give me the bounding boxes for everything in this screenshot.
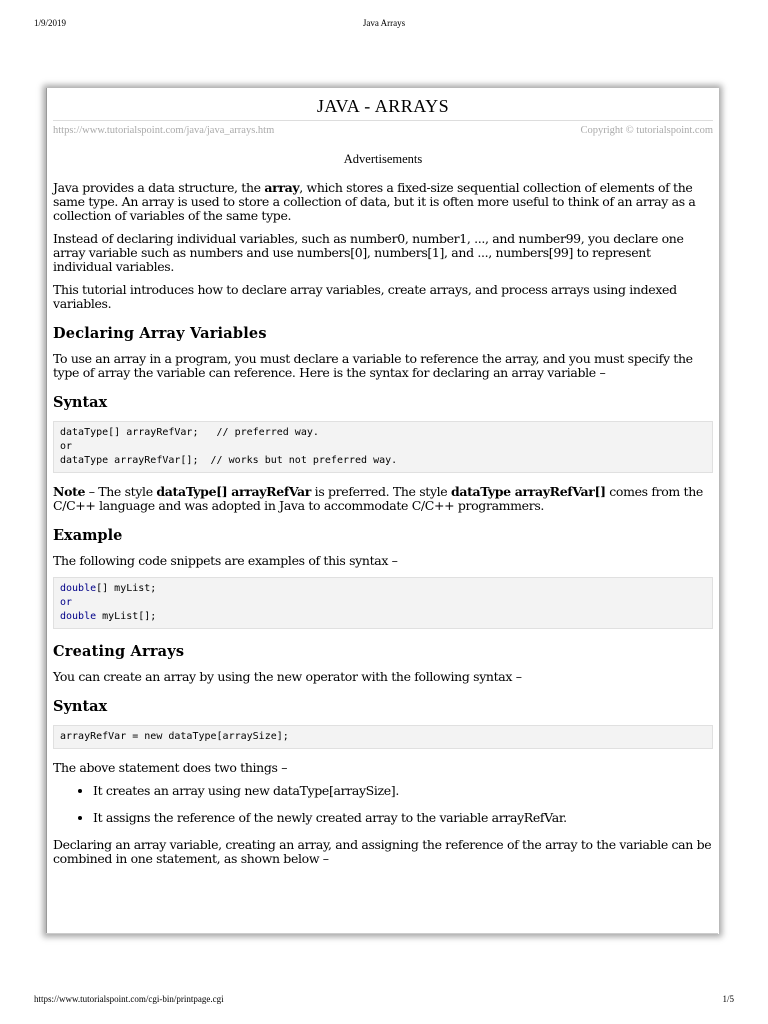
code-block-example: double[] myList; or double myList[]; [53, 577, 713, 629]
article-content [53, 92, 713, 875]
print-date: 1/9/2019 [34, 18, 67, 28]
intro-paragraph-2: Instead of declaring individual variables, such as number0, number1, ..., and number99, you declare one array variable such as numbers and use numbers[0], numbers[1], and ..., numbers[99] to represent individual variables. [53, 231, 684, 274]
intro-paragraph-3: This tutorial introduces how to declare array variables, create arrays, and process arrays using indexed variables. [53, 282, 677, 311]
url-row [53, 120, 713, 141]
advertisements-label: Advertisements [343, 152, 423, 166]
code-block-declare-syntax: dataType[] arrayRefVar; // preferred way. or dataType arrayRefVar[]; // works but not preferred way. [53, 421, 713, 473]
statement-list [53, 784, 713, 825]
heading-syntax-create: Syntax [53, 698, 108, 715]
combined-paragraph: Declaring an array variable, creating an array, and assigning the reference of the array to the variable can be combined in one statement, as shown below – [53, 837, 712, 866]
print-title: Java Arrays [362, 18, 406, 28]
page-number: 1/5 [722, 994, 734, 1004]
frame-divider [46, 933, 718, 934]
heading-declaring-arrays: Declaring Array Variables [53, 325, 267, 342]
article-url-link[interactable]: https://www.tutorialspoint.com/java/java_arrays.htm [53, 125, 275, 136]
declaring-paragraph: To use an array in a program, you must declare a variable to reference the array, and you must specify the type of array the variable can reference. Here is the syntax for declaring an array variable – [53, 351, 693, 380]
heading-creating-arrays: Creating Arrays [53, 643, 185, 660]
intro-paragraph-1: Java provides a data structure, the array, which stores a fixed-size sequential collection of elements of the same type. An array is used to store a collection of data, but it is often more useful to think of an array as a collection of variables of the same type. [53, 180, 696, 223]
example-paragraph: The following code snippets are examples of this syntax – [53, 553, 398, 568]
creating-paragraph: You can create an array by using the new operator with the following syntax – [53, 669, 522, 684]
statement-paragraph: The above statement does two things – [53, 760, 288, 775]
list-item: • It creates an array using new dataType[arraySize]. [93, 784, 713, 798]
copyright-text: Copyright © tutorialspoint.com [580, 125, 713, 136]
code-block-create-syntax: arrayRefVar = new dataType[arraySize]; [53, 725, 713, 749]
print-url: https://www.tutorialspoint.com/cgi-bin/printpage.cgi [34, 994, 224, 1004]
heading-example: Example [53, 527, 123, 544]
page-title: JAVA - ARRAYS [316, 96, 450, 116]
note-paragraph: Note – The style dataType[] arrayRefVar is preferred. The style dataType arrayRefVar[] comes from the C/C++ language and was adopted in Java to accommodate C/C++ programmers. [53, 484, 703, 513]
heading-syntax-declare: Syntax [53, 394, 108, 411]
list-item: • It assigns the reference of the newly created array to the variable arrayRefVar. [93, 811, 713, 825]
